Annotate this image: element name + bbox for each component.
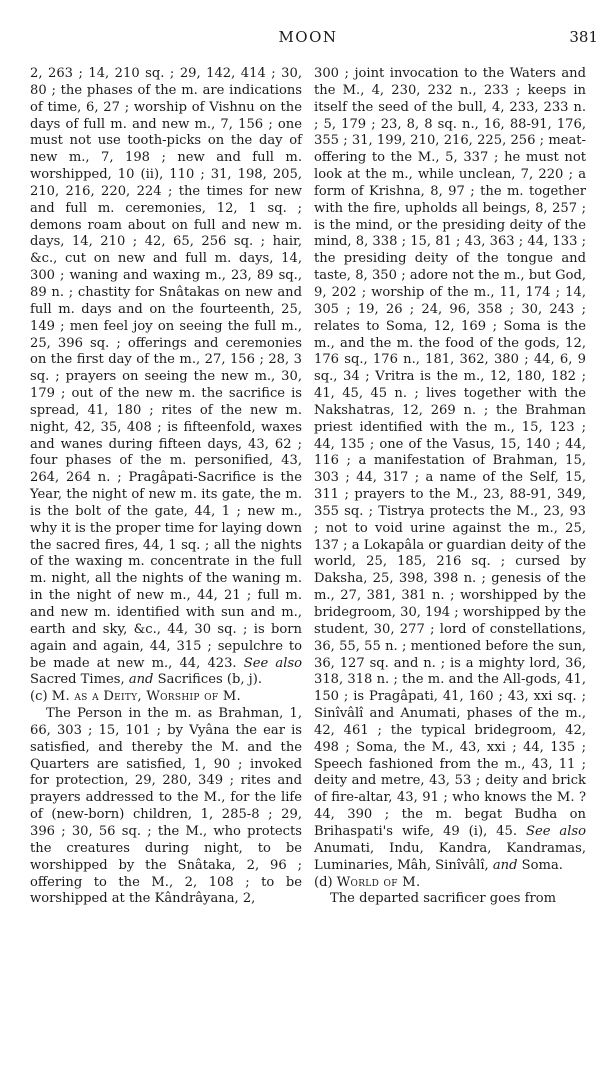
- see-also-text: Sacred Times,: [30, 672, 125, 688]
- index-entry-text: [314, 66, 586, 875]
- see-also-end: Soma.: [521, 857, 563, 873]
- index-entry-text: [30, 66, 302, 689]
- section-heading-d: [314, 875, 586, 892]
- see-also-and: and: [128, 672, 154, 688]
- section-title: World of M.: [336, 874, 421, 890]
- index-entry-text: The Person in the m. as Brahman, 1, 66, 303 ; 15, 101 ; by Vyâna the ear is satisfied, and thereby the M. and the Quarters are satisfied, 1, 90 ; invoked for protection, 29, 280, 349 ; rites and prayers addressed to the M., for the life of (new-born) children, 1, 285-8 ; 29, 396 ; 30, 56 sq. ; the M., who protects the creatures during night, to be worshipped by the Snâtaka, 2, 96 ; offering to the M., 2, 108 ; to be worshipped at the Kândrâyana, 2,: [30, 706, 302, 907]
- right-column: [314, 66, 586, 908]
- entry-body: 2, 263 ; 14, 210 sq. ; 29, 142, 414 ; 30, 80 ; the phases of the m. are indications of time, 6, 27 ; worship of Vishnu on the days of full m. and new m., 7, 156 ; one must not use tooth-picks on the day of new m., 7, 198 ; new and full m. worshipped, 10 (ii), 110 ; 31, 198, 205, 210, 216, 220, 224 ; the times for new and full m. ceremonies, 12, 1 sq. ; demons roam about on full and new m. days, 14, 210 ; 42, 65, 256 sq. ; hair, &c., cut on new and full m. days, 14, 300 ; waning and waxing m., 23, 89 sq., 89 n. ; chastity for Snâtakas on new and full m. days and on the fourteenth, 25, 149 ; men feel joy on seeing the full m., 25, 396 sq. ; offerings and ceremonies on the first day of the m., 27, 156 ; 28, 3 sq. ; prayers on seeing the new m., 30, 179 ; out of the new m. the sacrifice is spread, 41, 180 ; rites of the new m. night, 42, 35, 408 ; is fifteenfold, waxes and wanes during fifteen days, 43, 62 ; four phases of the m. personified, 43, 264, 264 n. ; Pragâpati-Sacrifice is the Year, the night of new m. its gate, the m. is the bolt of the gate, 44, 1 ; new m., why it is the proper time for laying down the sacred fires, 44, 1 sq. ; all the nights of the waxing m. concentrate in the full m. night, all the nights of the waning m. in the night of new m., 44, 21 ; full m. and new m. identified with sun and m., earth and sky, &c., 44, 30 sq. ; is born again and again, 44, 315 ; sepulchre to be made at new m., 44, 423.: [30, 66, 302, 671]
- left-column: [30, 66, 302, 908]
- index-entry-text: The departed sacrificer goes from: [330, 891, 557, 907]
- section-label: (d): [314, 874, 333, 890]
- section-heading-c: [30, 689, 302, 706]
- section-label: (c): [30, 689, 48, 705]
- see-also-label: See also: [243, 655, 303, 671]
- running-title: MOON: [278, 28, 338, 46]
- see-also-end: Sacrifices (b, j).: [157, 672, 263, 688]
- section-title: M. as a Deity, Worship of M.: [51, 689, 242, 705]
- entry-body: 300 ; joint invocation to the Waters and the M., 4, 230, 232 n., 233 ; keeps in itself the seed of the bull, 4, 233, 233 n. ; 5, 179 ; 23, 8, 8 sq. n., 16, 88-91, 176, 355 ; 31, 199, 210, 216, 225, 256 ; meat-offering to the M., 5, 337 ; he must not look at the m., while unclean, 7, 220 ; a form of Krishna, 8, 97 ; the m. together with the fire, upholds all beings, 8, 257 ; is the mind, or the presiding deity of the mind, 8, 338 ; 15, 81 ; 43, 363 ; 44, 133 ; the presiding deity of the tongue and taste, 8, 350 ; adore not the m., but God, 9, 202 ; worship of the m., 11, 174 ; 14, 305 ; 19, 26 ; 24, 96, 358 ; 30, 243 ; relates to Soma, 12, 169 ; Soma is the m., and the m. the food of the gods, 12, 176 sq., 176 n., 181, 362, 380 ; 44, 6, 9 sq., 34 ; Vritra is the m., 12, 180, 182 ; 41, 45, 45 n. ; lives together with the Nakshatras, 12, 269 n. ; the Brahman priest identified with the m., 15, 123 ; 44, 135 ; one of the Vasus, 15, 140 ; 44, 116 ; a manifestation of Brahman, 15, 303 ; 44, 317 ; a name of the Self, 15, 311 ; prayers to the M., 23, 88-91, 349, 355 sq. ; Tistrya protects the M., 23, 93 ; not to void urine against the m., 25, 137 ; a Lokapâla or guardian deity of the world, 25, 185, 216 sq. ; cursed by Daksha, 25, 398, 398 n. ; genesis of the m., 27, 381, 381 n. ; worshipped by the bridegroom, 30, 194 ; worshipped by the student, 30, 277 ; lord of constellations, 36, 55, 55 n. ; mentioned before the sun, 36, 127 sq. and n. ; is a mighty lord, 36, 318, 318 n. ; the m. and the All-gods, 41, 150 ; is Pragâpati, 41, 160 ; 43, xxi sq. ; Sinîvâlî and Anumati, phases of the m., 42, 461 ; the typical bridegroom, 42, 498 ; Soma, the M., 43, xxi ; 44, 135 ; Speech fashioned from the m., 43, 11 ; deity and metre, 43, 53 ; deity and brick of fire-altar, 43, 91 ; who knows the M. ? 44, 390 ; the m. begat Budha on Brihaspati's wife, 49 (i), 45.: [314, 66, 586, 839]
- see-also-label: See also: [525, 823, 587, 839]
- page-header: [0, 28, 616, 50]
- see-also-and: and: [492, 857, 518, 873]
- see-also-text: Anumati, Indu, Kandra, Kandramas, Luminaries, Mâh, Sinîvâlî,: [314, 840, 586, 873]
- page-number: 381: [569, 28, 598, 46]
